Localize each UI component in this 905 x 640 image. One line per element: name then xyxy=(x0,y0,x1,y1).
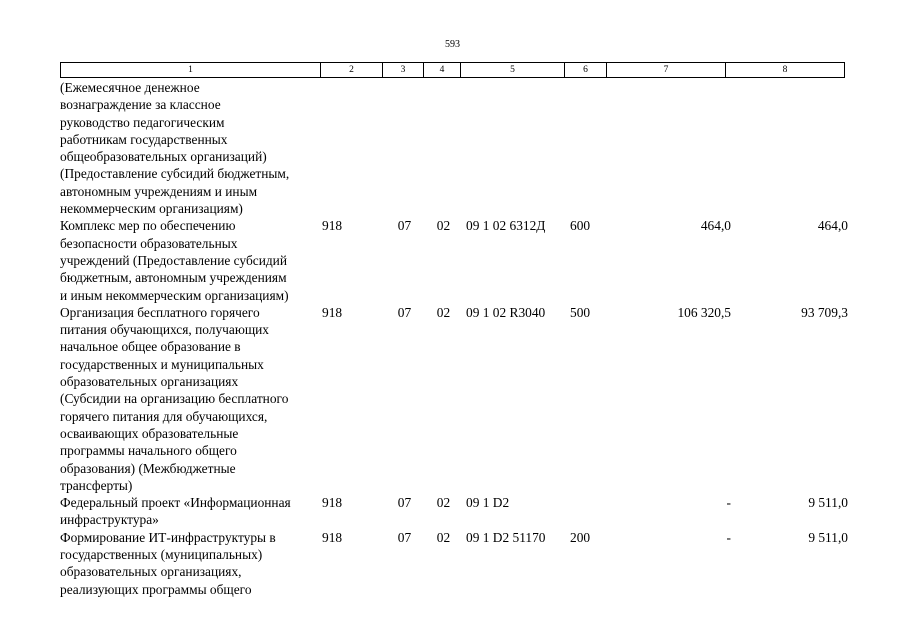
row-name: Федеральный проект «Информационная инфраструктура» xyxy=(60,495,291,528)
cell-target-article: 09 1 02 R3040 xyxy=(466,304,546,320)
column-header-4: 4 xyxy=(424,63,461,78)
cell-section: 07 xyxy=(397,218,412,234)
table-row xyxy=(60,304,848,494)
column-number-row xyxy=(61,63,845,78)
cell-ministry: 918 xyxy=(322,304,343,320)
cell-subsection: 02 xyxy=(436,495,451,511)
table-row xyxy=(60,494,848,529)
cell-expense-type: 500 xyxy=(570,304,591,320)
cell-expense-type xyxy=(566,494,608,529)
column-header-1: 1 xyxy=(61,63,321,78)
row-name: (Ежемесячное денежное вознаграждение за классное руководство педагогическим работникам государственных общеобразовательных организаций) (Предоставление субсидий бюджетным, автономным учреждениям и иным некоммерческим организациям) xyxy=(60,80,290,217)
column-header-7: 7 xyxy=(607,63,726,78)
table-row xyxy=(60,79,848,217)
cell-section: 07 xyxy=(397,495,412,511)
cell-expense-type xyxy=(566,79,608,217)
cell-expense-type: 200 xyxy=(570,529,591,545)
cell-subsection: 02 xyxy=(436,304,451,320)
table-row xyxy=(60,529,848,598)
cell-ministry: 918 xyxy=(322,495,343,511)
cell-amount-1: - xyxy=(726,529,731,545)
table-row xyxy=(60,217,848,303)
cell-amount-1: - xyxy=(726,495,731,511)
cell-amount-2 xyxy=(731,79,848,217)
cell-amount-1: 464,0 xyxy=(700,218,731,234)
cell-section xyxy=(384,79,425,217)
row-name: Комплекс мер по обеспечению безопасности образовательных учреждений (Предоставление субсидий бюджетным, автономным учреждениям и иным некоммерческим организациям) xyxy=(60,218,289,303)
cell-amount-1: 106 320,5 xyxy=(677,304,731,320)
cell-amount-2: 9 511,0 xyxy=(808,529,848,545)
cell-amount-1 xyxy=(608,79,731,217)
cell-subsection xyxy=(425,79,462,217)
cell-amount-2: 9 511,0 xyxy=(808,495,848,511)
column-header-2: 2 xyxy=(321,63,383,78)
cell-ministry: 918 xyxy=(322,529,343,545)
column-header-5: 5 xyxy=(461,63,565,78)
cell-ministry: 918 xyxy=(322,218,343,234)
cell-target-article: 09 1 D2 xyxy=(466,495,510,511)
row-name: Организация бесплатного горячего питания обучающихся, получающих начальное общее образование в государственных и муниципальных образовательных организациях (Субсидии на организацию бесплатного горячего питания для обучающихся, осваивающих образовательные программы начального общего образования) (Межбюджетные трансферты) xyxy=(60,304,289,493)
column-header-3: 3 xyxy=(383,63,424,78)
row-name: Формирование ИТ-инфраструктуры в государственных (муниципальных) образовательных организациях, реализующих программы общего xyxy=(60,529,276,597)
cell-subsection: 02 xyxy=(436,218,451,234)
page-number: 593 xyxy=(445,39,460,50)
cell-section: 07 xyxy=(397,304,412,320)
column-header-table xyxy=(60,62,845,78)
cell-amount-2: 93 709,3 xyxy=(801,304,848,320)
cell-target-article xyxy=(462,79,566,217)
cell-section: 07 xyxy=(397,529,412,545)
cell-subsection: 02 xyxy=(436,529,451,545)
cell-expense-type: 600 xyxy=(570,218,591,234)
budget-table xyxy=(60,79,848,598)
column-header-8: 8 xyxy=(726,63,845,78)
cell-target-article: 09 1 02 6312Д xyxy=(466,218,546,234)
cell-amount-2: 464,0 xyxy=(817,218,848,234)
cell-target-article: 09 1 D2 51170 xyxy=(466,529,546,545)
cell-ministry xyxy=(322,79,384,217)
column-header-6: 6 xyxy=(565,63,607,78)
